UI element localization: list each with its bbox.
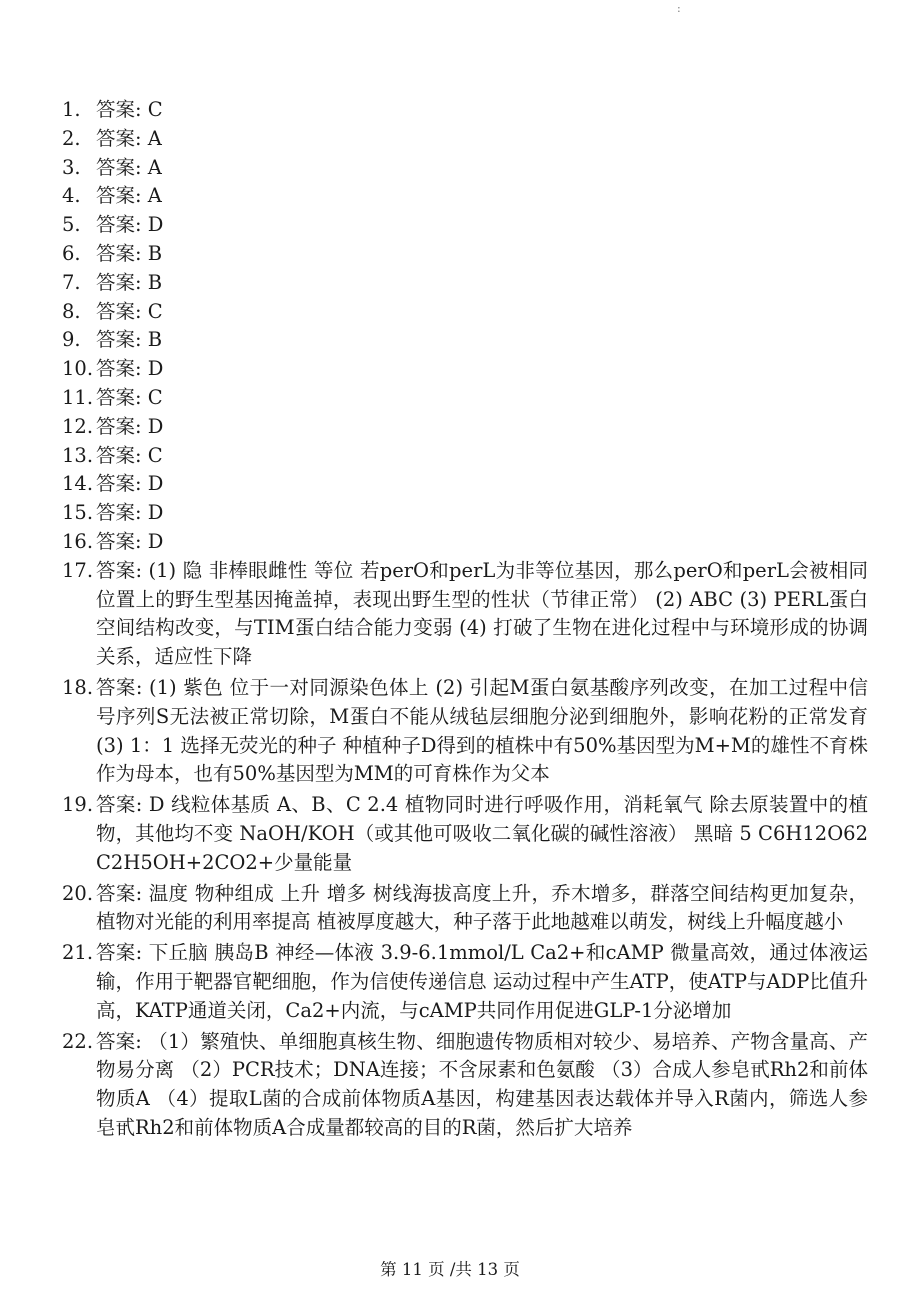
answer-text: 答案: A [96,184,162,208]
answer-text: 答案: D [96,213,164,237]
answer-item [62,1028,868,1143]
answer-item [62,528,868,557]
answer-item [62,557,868,672]
answer-number: 7. [62,270,81,294]
answer-text: 答案: C [96,98,163,121]
answer-number: 3. [62,155,81,179]
answer-text: 答案: D [96,472,164,496]
answer-number: 18. [62,675,94,699]
answer-number: 14. [62,472,94,496]
answer-text: 答案: 下丘脑 胰岛B 神经—体液 3.9-6.1mmol/L Ca2+和cAMP 微量高效，通过体液运输，作用于靶器官靶细胞，作为信使传递信息 运动过程中产生ATP，使ATP与ADP比值升高，KATP通道关闭，Ca2+内流，与cAMP共同作用促进GLP-1分泌增加 [96,941,868,1022]
answer-number: 1. [62,98,81,121]
answer-item [62,125,868,154]
answer-list [62,96,868,1145]
answer-text: 答案: B [96,241,163,265]
answer-text: 答案: D [96,357,164,381]
answer-item [62,470,868,499]
answer-text: 答案: A [96,126,162,150]
answer-text: 答案: D [96,414,164,438]
answer-number: 9. [62,328,81,352]
answer-text: 答案: (1) 紫色 位于一对同源染色体上 (2) 引起M蛋白氨基酸序列改变，在加工过程中信号序列S无法被正常切除，M蛋白不能从绒毡层细胞分泌到细胞外，影响花粉的正常发育 (3) 1：1 选择无荧光的种子 种植种子D得到的植株中有50%基因型为M+M的雄性不育株作为母本，也有50%基因型为MM的可育株作为父本 [96,675,868,786]
answer-item [62,674,868,789]
answer-text: 答案: 温度 物种组成 上升 增多 树线海拔高度上升，乔木增多，群落空间结构更加复杂，植物对光能的利用率提高 植被厚度越大，种子落于此地越难以萌发，树线上升幅度越小 [96,881,868,934]
answer-number: 10. [62,357,94,381]
answer-text: 答案: C [96,385,163,409]
answer-number: 12. [62,414,94,438]
answer-number: 13. [62,443,94,467]
answer-number: 6. [62,241,81,265]
answer-number: 11. [62,385,94,409]
answer-text: 答案: （1）繁殖快、单细胞真核生物、细胞遗传物质相对较少、易培养、产物含量高、产物易分离 （2）PCR技术；DNA连接；不含尿素和色氨酸 （3）合成人参皂甙Rh2和前体物质A （4）提取L菌的合成前体物质A基因，构建基因表达载体并导入R菌内，筛选人参皂甙Rh2和前体物质A合成量都较高的目的R菌，然后扩大培养 [96,1029,868,1139]
answer-item [62,211,868,240]
answer-text: 答案: B [96,328,163,352]
answer-item [62,791,868,877]
answer-item [62,880,868,938]
answer-text: 答案: B [96,270,163,294]
answer-text: 答案: D [96,529,164,553]
answer-text: 答案: C [96,443,163,467]
answer-item [62,269,868,298]
answer-item [62,442,868,471]
answer-item [62,96,868,125]
answer-number: 5. [62,213,81,237]
answer-text: 答案: D 线粒体基质 A、B、C 2.4 植物同时进行呼吸作用，消耗氧气 除去原装置中的植物，其他均不变 NaOH/KOH（或其他可吸收二氧化碳的碱性溶液） 黑暗 5 C6H12O62C2H5OH+2CO2+少量能量 [96,793,868,874]
answer-item [62,413,868,442]
answer-number: 8. [62,299,81,323]
answer-number: 4. [62,184,81,208]
answer-item [62,240,868,269]
answer-item [62,154,868,183]
answer-text: 答案: (1) 隐 非棒眼雌性 等位 若perO和perL为非等位基因，那么perO和perL会被相同位置上的野生型基因掩盖掉，表现出野生型的性状（节律正常） (2) ABC (3) PERL蛋白空间结构改变，与TIM蛋白结合能力变弱 (4) 打破了生物在进化过程中与环境形成的协调关系，适应性下降 [96,558,868,669]
answer-text: 答案: C [96,299,163,323]
corner-mark: : [677,2,681,15]
answer-item [62,384,868,413]
answer-number: 16. [62,529,94,553]
page-number-footer: 第 11 页 /共 13 页 [380,1260,520,1279]
answer-item [62,298,868,327]
answer-number: 22. [62,1029,94,1053]
answer-item [62,939,868,1025]
answer-item [62,499,868,528]
answer-number: 17. [62,558,94,582]
answer-item [62,326,868,355]
answer-number: 21. [62,941,94,965]
answer-text: 答案: A [96,155,162,179]
answer-number: 19. [62,793,94,817]
answer-text: 答案: D [96,501,164,525]
answer-number: 15. [62,501,94,525]
answer-item [62,182,868,211]
answer-number: 20. [62,881,94,905]
answer-item [62,355,868,384]
answer-number: 2. [62,126,81,150]
